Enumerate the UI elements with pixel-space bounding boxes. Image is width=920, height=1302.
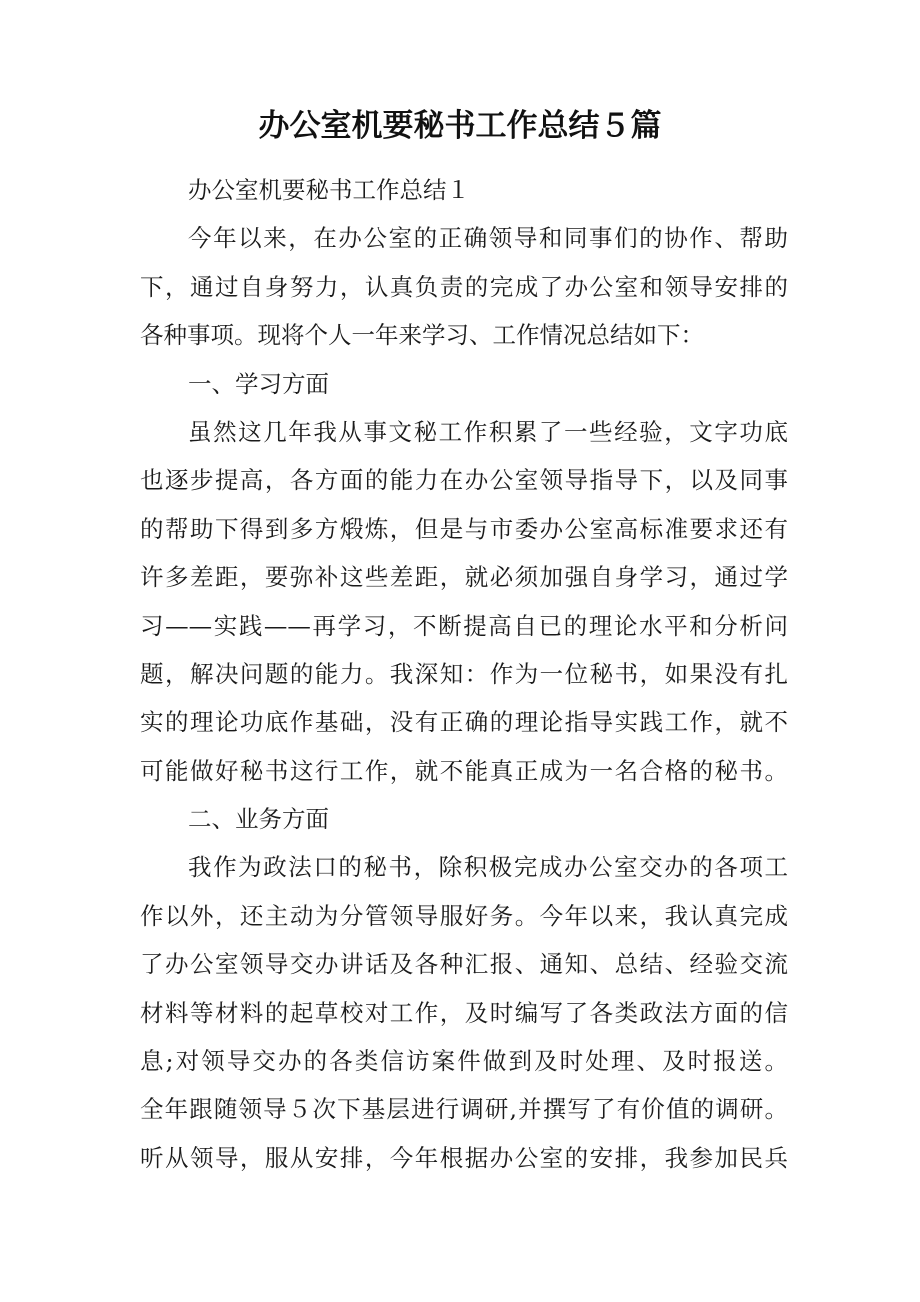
- paragraph-line: 今年以来，在办公室的正确领导和同事们的协作、帮助: [188, 224, 788, 253]
- paragraph-line: 材料等材料的起草校对工作，及时编写了各类政法方面的信: [140, 998, 788, 1027]
- paragraph-line: 了办公室领导交办讲话及各种汇报、通知、总结、经验交流: [140, 950, 788, 979]
- paragraph-line: 各种事项。现将个人一年来学习、工作情况总结如下：: [140, 321, 704, 350]
- document-title: 办公室机要秘书工作总结５篇: [258, 108, 662, 144]
- paragraph-line: 我作为政法口的秘书，除积极完成办公室交办的各项工: [188, 853, 788, 882]
- paragraph-line: 全年跟随领导５次下基层进行调研,并撰写了有价值的调研。: [140, 1095, 788, 1124]
- section-heading: 二、业务方面: [188, 805, 329, 834]
- section-subtitle: 办公室机要秘书工作总结１: [188, 176, 470, 204]
- paragraph-line: 听从领导，服从安排，今年根据办公室的安排，我参加民兵: [140, 1143, 788, 1172]
- paragraph-line: 息;对领导交办的各类信访案件做到及时处理、及时报送。: [140, 1047, 788, 1076]
- paragraph-line: 下，通过自身努力，认真负责的完成了办公室和领导安排的: [140, 272, 788, 301]
- paragraph-line: 的帮助下得到多方煅炼，但是与市委办公室高标准要求还有: [140, 514, 788, 543]
- paragraph-line: 也逐步提高，各方面的能力在办公室领导指导下，以及同事: [140, 466, 788, 495]
- paragraph-line: 虽然这几年我从事文秘工作积累了一些经验，文字功底: [188, 417, 788, 446]
- paragraph-line: 可能做好秘书这行工作，就不能真正成为一名合格的秘书。: [140, 756, 788, 785]
- paragraph-line: 作以外，还主动为分管领导服好务。今年以来，我认真完成: [140, 901, 788, 930]
- paragraph-line: 习——实践——再学习，不断提高自已的理论水平和分析问: [140, 611, 788, 640]
- paragraph-line: 实的理论功底作基础，没有正确的理论指导实践工作，就不: [140, 708, 788, 737]
- paragraph-line: 许多差距，要弥补这些差距，就必须加强自身学习，通过学: [140, 563, 788, 592]
- paragraph-line: 题，解决问题的能力。我深知：作为一位秘书，如果没有扎: [140, 659, 788, 688]
- section-heading: 一、学习方面: [188, 369, 329, 398]
- document-body: [140, 166, 788, 1182]
